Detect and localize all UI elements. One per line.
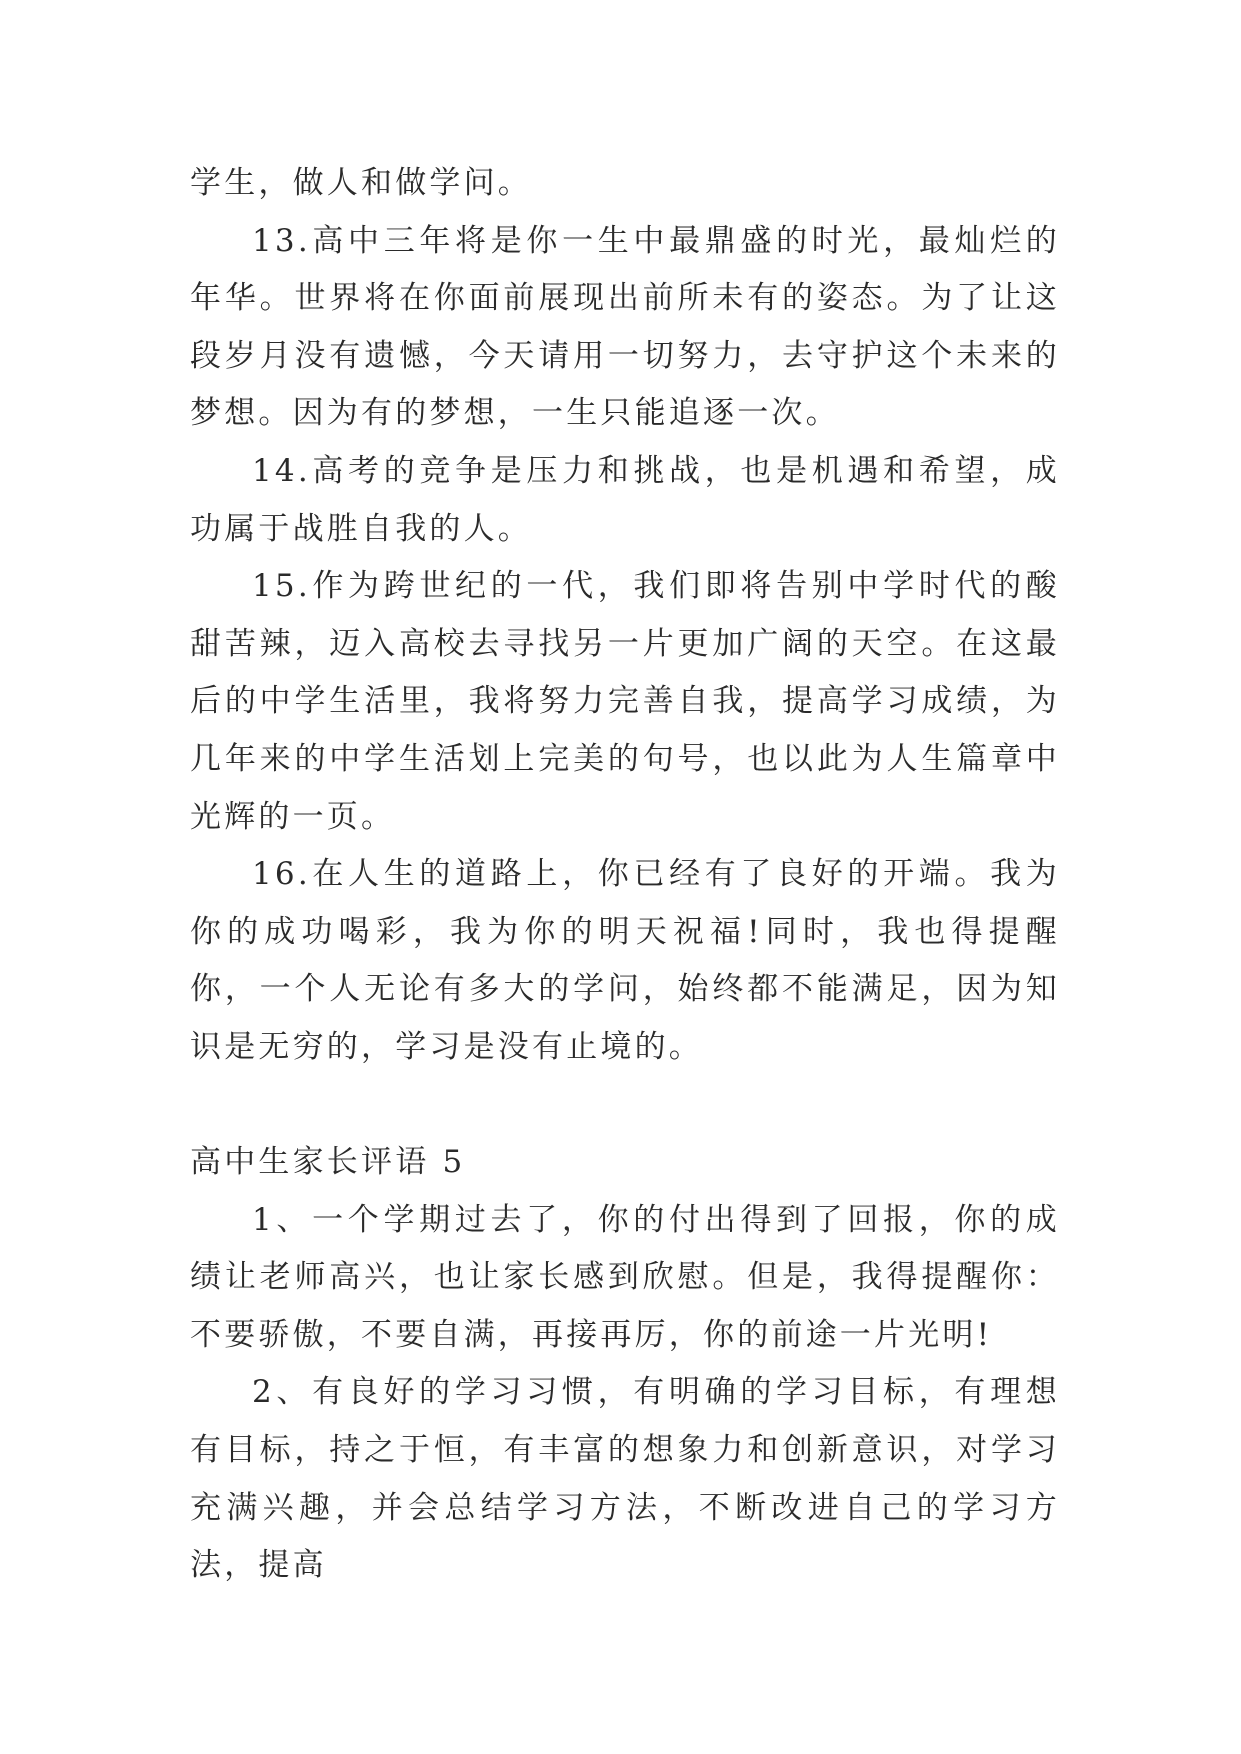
document-body <box>190 155 1060 1595</box>
section-paragraph-1: 1、一个学期过去了，你的付出得到了回报，你的成绩让老师高兴，也让家长感到欣慰。但是，我得提醒你：不要骄傲，不要自满，再接再厉，你的前途一片光明! <box>190 1201 1060 1353</box>
paragraph-item-15: 15.作为跨世纪的一代，我们即将告别中学时代的酸甜苦辣，迈入高校去寻找另一片更加广阔的天空。在这最后的中学生活里，我将努力完善自我，提高学习成绩，为几年来的中学生活划上完美的句号，也以此为人生篇章中光辉的一页。 <box>190 568 1060 835</box>
section-paragraph-2: 2、有良好的学习习惯，有明确的学习目标，有理想有目标，持之于恒，有丰富的想象力和创新意识，对学习充满兴趣，并会总结学习方法，不断改进自己的学习方法，提高 <box>190 1374 1060 1584</box>
section-heading: 高中生家长评语 5 <box>190 1144 466 1181</box>
paragraph-item-14: 14.高考的竞争是压力和挑战，也是机遇和希望，成功属于战胜自我的人。 <box>190 452 1060 547</box>
paragraph-item-13: 13.高中三年将是你一生中最鼎盛的时光，最灿烂的年华。世界将在你面前展现出前所未有的姿态。为了让这段岁月没有遗憾，今天请用一切努力，去守护这个未来的梦想。因为有的梦想，一生只能追逐一次。 <box>190 222 1060 432</box>
paragraph-continuation: 学生，做人和做学问。 <box>190 165 532 201</box>
paragraph-item-16: 16.在人生的道路上，你已经有了良好的开端。我为你的成功喝彩，我为你的明天祝福!同时，我也得提醒你，一个人无论有多大的学问，始终都不能满足，因为知识是无穷的，学习是没有止境的。 <box>190 856 1060 1065</box>
